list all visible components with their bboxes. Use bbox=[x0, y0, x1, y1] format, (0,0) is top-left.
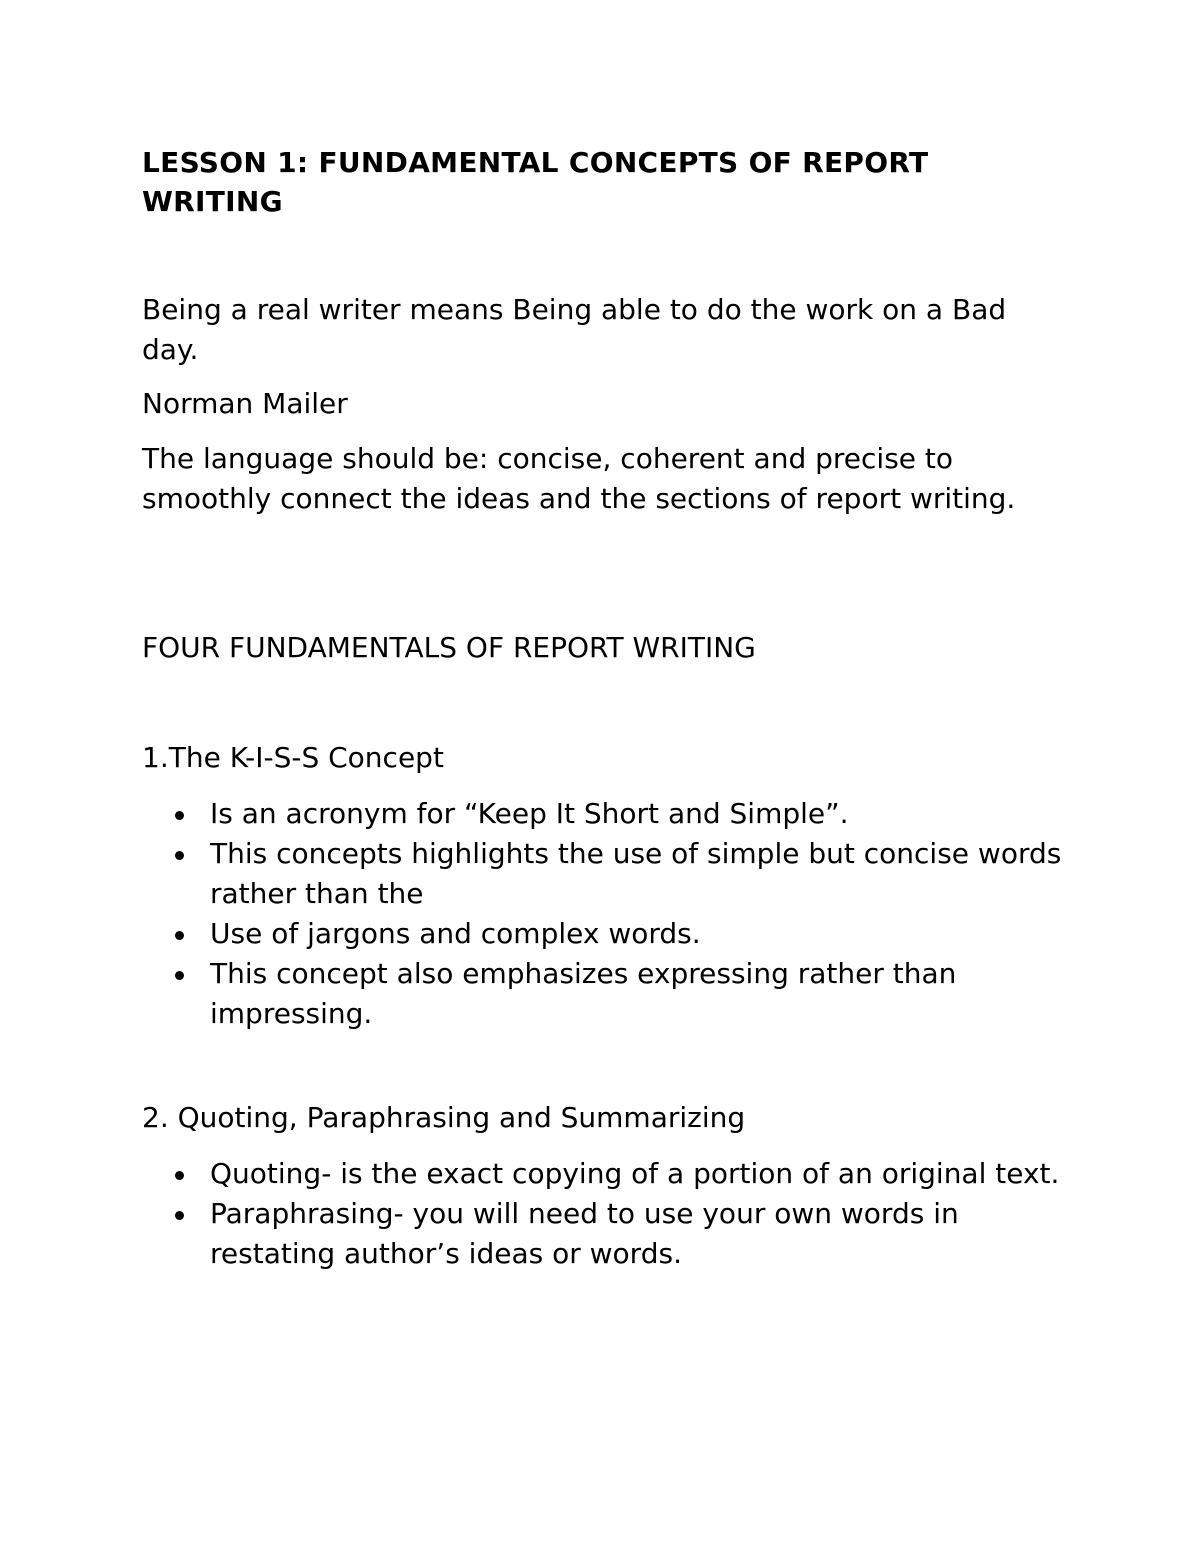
quote-author: Norman Mailer bbox=[142, 387, 348, 420]
list-item bbox=[210, 954, 1070, 1034]
list-item bbox=[210, 1154, 1070, 1194]
opening-quote: Being a real writer means Being able to do the work on a Bad day. bbox=[142, 293, 1007, 366]
list-item-text: Quoting- is the exact copying of a portion of an original text. bbox=[210, 1157, 1060, 1190]
list-item-text: Is an acronym for “Keep It Short and Simple”. bbox=[210, 797, 849, 830]
lesson-title: LESSON 1: FUNDAMENTAL CONCEPTS OF REPORT WRITING bbox=[142, 146, 929, 218]
quoting-paraphrasing-heading: 2. Quoting, Paraphrasing and Summarizing bbox=[142, 1101, 746, 1134]
bullet-icon bbox=[175, 1171, 184, 1180]
list-item-text: This concepts highlights the use of simple but concise words rather than the bbox=[210, 837, 1062, 910]
kiss-bullet-list bbox=[210, 794, 1070, 1034]
list-item bbox=[210, 794, 1070, 834]
list-item bbox=[210, 834, 1070, 914]
list-item-text: This concept also emphasizes expressing rather than impressing. bbox=[210, 957, 957, 1030]
list-item bbox=[210, 914, 1070, 954]
bullet-icon bbox=[175, 931, 184, 940]
bullet-icon bbox=[175, 811, 184, 820]
section-heading: FOUR FUNDAMENTALS OF REPORT WRITING bbox=[142, 631, 756, 664]
list-item-text: Paraphrasing- you will need to use your own words in restating author’s ideas or words. bbox=[210, 1197, 959, 1270]
bullet-icon bbox=[175, 1211, 184, 1220]
kiss-concept-heading: 1.The K-I-S-S Concept bbox=[142, 741, 444, 774]
quoting-bullet-list bbox=[210, 1154, 1070, 1274]
language-note: The language should be: concise, coherent and precise to smoothly connect the ideas and the sections of report writing. bbox=[142, 442, 1016, 515]
bullet-icon bbox=[175, 851, 184, 860]
list-item-text: Use of jargons and complex words. bbox=[210, 917, 701, 950]
list-item bbox=[210, 1194, 1070, 1274]
bullet-icon bbox=[175, 971, 184, 980]
